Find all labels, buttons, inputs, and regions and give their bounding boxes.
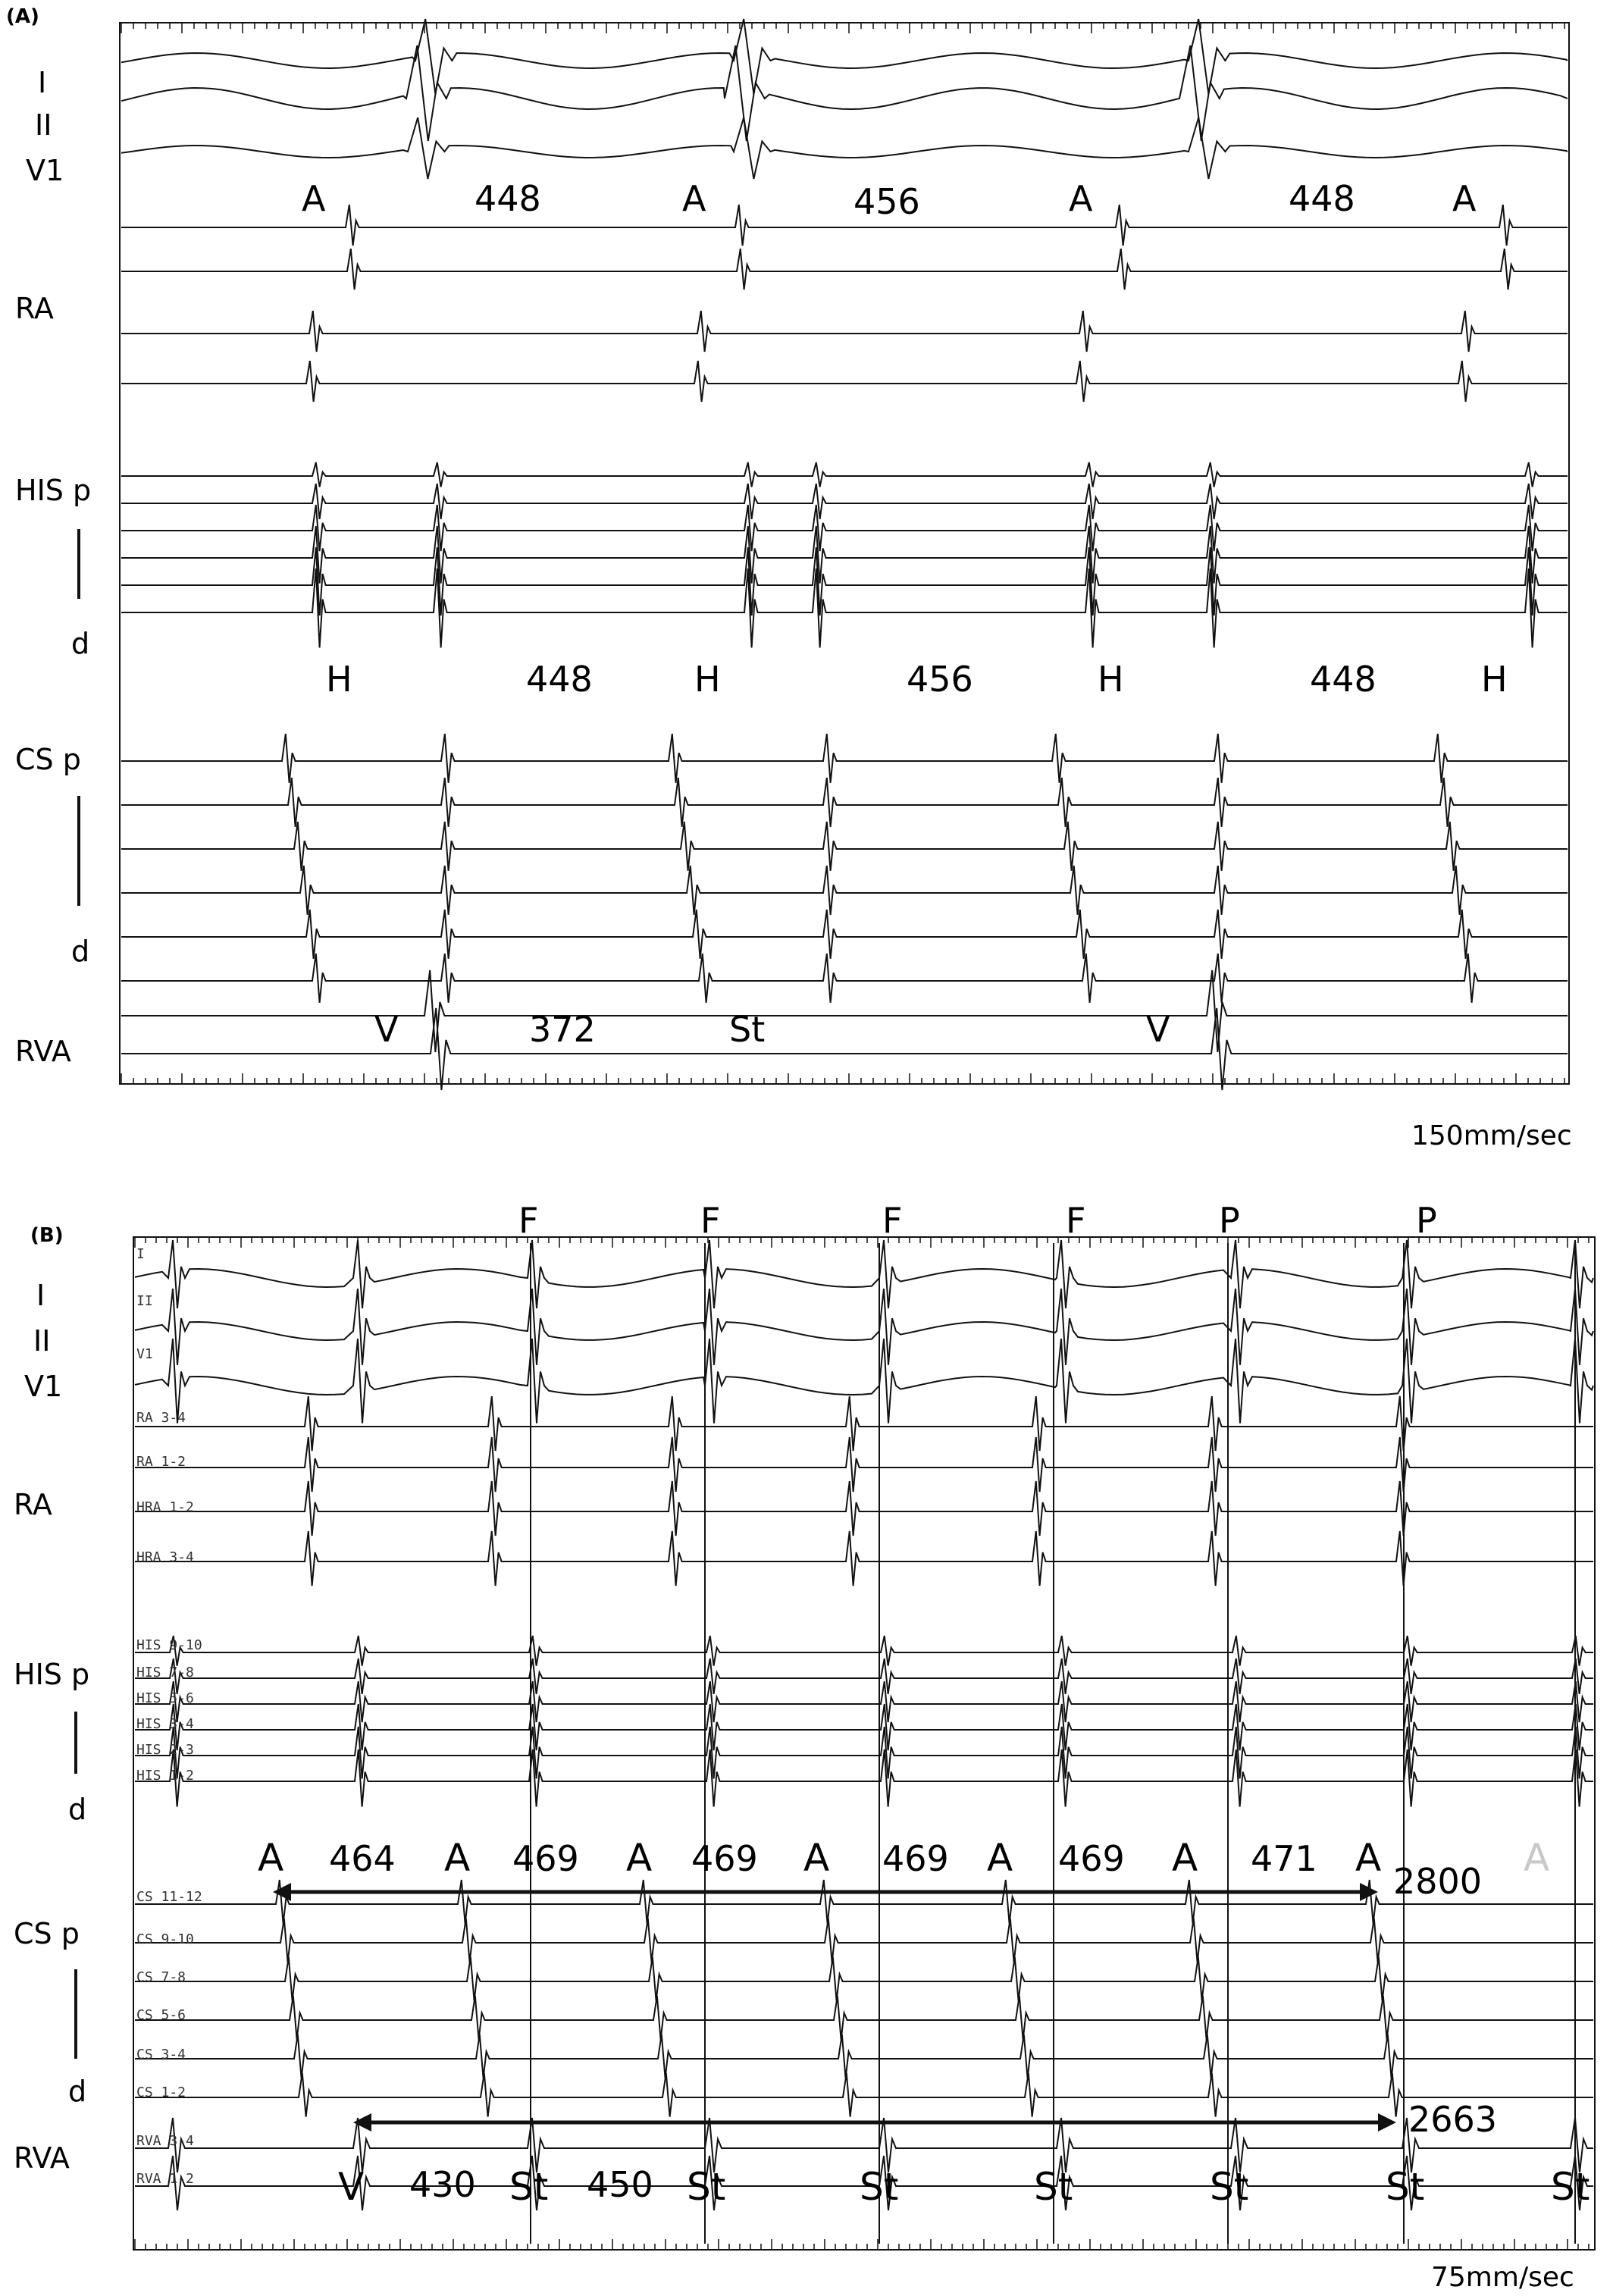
panel-b-lead-label-i: I — [36, 1279, 45, 1312]
electrogram-trace — [135, 1919, 1593, 1962]
time-tick-marks — [121, 23, 1564, 33]
panel-a-atrial-marker: A — [682, 178, 706, 219]
panel-a-atrial-marker: A — [1069, 178, 1093, 219]
electrogram-trace — [121, 45, 1568, 141]
panel-b-stimulus-marker: St — [860, 2165, 899, 2209]
panel-b-lead-label-cs-d: d — [68, 2075, 87, 2108]
panel-b-channel-name: CS 5-6 — [136, 2007, 186, 2023]
panel-a-label: (A) — [6, 5, 39, 28]
panel-a-his-interval: 448 — [1310, 659, 1377, 700]
electrogram-trace — [135, 1339, 1593, 1424]
electrogram-trace — [135, 1996, 1593, 2040]
panel-b-atrial-marker: A — [444, 1836, 471, 1880]
panel-a-ventricular-marker: V — [1146, 1009, 1170, 1050]
panel-b-lead-label-his-p: HIS p — [14, 1658, 90, 1691]
panel-a-atrial-interval: 448 — [475, 178, 541, 219]
panel-a-sweep-speed: 150mm/sec — [1411, 1120, 1572, 1151]
electrogram-trace — [135, 1531, 1593, 1586]
electrogram-trace — [121, 778, 1568, 827]
panel-b-rva-interval: 450 — [587, 2164, 653, 2205]
time-tick-marks — [135, 2239, 1589, 2250]
panel-b-atrial-marker: A — [626, 1836, 653, 1880]
time-tick-marks — [135, 1237, 1589, 1248]
panel-b-lead-label-ra: RA — [14, 1488, 52, 1521]
panel-a-atrial-marker: A — [302, 178, 326, 219]
panel-a-top-time-ticks — [121, 23, 1564, 33]
panel-b-lead-label-rva: RVA — [14, 2141, 70, 2175]
panel-b-atrial-marker: A — [987, 1836, 1013, 1880]
panel-b-channel-name: CS 9-10 — [136, 1931, 194, 1947]
panel-a-bottom-time-ticks — [121, 1073, 1564, 1084]
panel-b-flutter-marker: F — [882, 1200, 903, 1241]
electrogram-trace — [135, 2073, 1593, 2117]
panel-a-his-interval: 448 — [526, 659, 593, 700]
panel-b-p-wave-marker: P — [1416, 1200, 1437, 1241]
electrogram-trace — [121, 249, 1568, 290]
panel-a-ventricular-marker: V — [374, 1009, 399, 1050]
electrogram-trace — [121, 822, 1568, 871]
panel-b-lead-label-v1: V1 — [24, 1370, 63, 1403]
electrogram-trace — [135, 1636, 1593, 1666]
panel-b-channel-name: HIS 9-10 — [136, 1637, 202, 1653]
electrogram-trace — [121, 462, 1568, 487]
panel-b-channel-name: RVA 3-4 — [136, 2133, 194, 2149]
panel-b-pacing-spikes — [531, 1243, 1575, 2244]
panel-b-label: (B) — [30, 1224, 64, 1247]
panel-b-channel-name: RA 1-2 — [136, 1454, 186, 1470]
panel-a-his-marker: H — [1481, 659, 1508, 700]
panel-b-atrial-marker-faded: A — [1524, 1836, 1550, 1880]
electrogram-trace — [135, 1880, 1593, 1924]
panel-a-atrial-interval: 456 — [853, 181, 920, 222]
panel-b-ventricular-span-arrow — [353, 2113, 1396, 2132]
panel-b-channel-name: RVA 1-2 — [136, 2171, 194, 2187]
electrogram-trace — [135, 1437, 1593, 1492]
panel-b-atrial-total: 2800 — [1393, 1861, 1483, 1902]
electrogram-trace — [135, 2034, 1593, 2078]
electrogram-trace — [121, 117, 1568, 179]
panel-b-atrial-interval: 469 — [691, 1838, 758, 1879]
panel-b-lead-label-cs-p: CS p — [14, 1917, 80, 1950]
panel-b-channel-name: CS 7-8 — [136, 1969, 186, 1985]
electrogram-trace — [121, 19, 1568, 94]
panel-b-atrial-marker: A — [258, 1836, 284, 1880]
panel-b-channel-name: HIS 5-6 — [136, 1690, 194, 1706]
panel-b-flutter-marker: F — [518, 1200, 539, 1241]
panel-a-lead-label-rva: RVA — [15, 1035, 71, 1068]
electrogram-trace — [135, 1396, 1593, 1451]
panel-b-rva-interval: 430 — [409, 2164, 476, 2205]
panel-b-lead-label-ii: II — [33, 1324, 51, 1358]
electrogram-trace — [121, 569, 1568, 647]
electrogram-trace — [121, 1008, 1568, 1090]
panel-b-channel-name: HIS 2-3 — [136, 1742, 194, 1758]
panel-b — [14, 1200, 1595, 2293]
panel-a-lead-label-his-d: d — [71, 627, 90, 660]
panel-b-atrial-marker: A — [1172, 1836, 1198, 1880]
panel-a-lead-label-cs-d: d — [71, 935, 90, 968]
electrogram-trace — [135, 1240, 1593, 1308]
panel-a-his-marker: H — [1098, 659, 1124, 700]
electrogram-trace — [135, 1749, 1593, 1807]
panel-b-stimulus-marker: St — [1034, 2165, 1073, 2209]
electrogram-trace — [121, 970, 1568, 1052]
panel-b-channel-name: HIS 7-8 — [136, 1665, 194, 1680]
electrogram-trace — [121, 734, 1568, 783]
panel-a-his-interval: 456 — [907, 659, 973, 700]
electrogram-trace — [121, 311, 1568, 352]
electrogram-trace — [135, 1727, 1593, 1778]
panel-b-top-time-ticks — [135, 1237, 1589, 1248]
panel-b-sweep-speed: 75mm/sec — [1431, 2262, 1574, 2293]
panel-a-stimulus-marker: St — [729, 1009, 766, 1050]
panel-b-channel-name: HRA 1-2 — [136, 1499, 194, 1515]
panel-a-rva-interval: 372 — [529, 1009, 596, 1050]
panel-b-channel-name: CS 11-12 — [136, 1889, 202, 1905]
panel-b-channel-name: CS 3-4 — [136, 2047, 186, 2063]
panel-b-stimulus-marker: St — [687, 2165, 726, 2209]
panel-b-flutter-marker: F — [700, 1200, 721, 1241]
panel-b-channel-name: CS 1-2 — [136, 2085, 186, 2100]
panel-a-atrial-interval: 448 — [1289, 178, 1355, 219]
panel-b-atrial-interval: 469 — [882, 1838, 949, 1879]
electrogram-trace — [135, 1289, 1593, 1365]
electrogram-trace — [135, 1957, 1593, 2001]
electrogram-trace — [121, 484, 1568, 519]
electrogram-trace — [121, 526, 1568, 584]
electrogram-trace — [121, 505, 1568, 551]
panel-b-channel-name: I — [136, 1246, 145, 1262]
panel-b-bottom-time-ticks — [135, 2239, 1589, 2250]
panel-b-stimulus-marker: St — [509, 2165, 549, 2209]
time-tick-marks — [121, 1073, 1564, 1084]
panel-a-his-marker: H — [694, 659, 721, 700]
electrogram-trace — [135, 1681, 1593, 1722]
panel-b-ventricular-total: 2663 — [1408, 2099, 1498, 2140]
electrogram-trace — [135, 1481, 1593, 1536]
panel-b-stimulus-marker: St — [1551, 2165, 1590, 2209]
panel-b-atrial-interval: 469 — [512, 1838, 579, 1879]
electrogram-trace — [121, 954, 1568, 1003]
panel-a-lead-label-ii: II — [35, 108, 52, 142]
panel-b-channel-name: HIS 3-4 — [136, 1716, 194, 1732]
panel-b-atrial-interval: 469 — [1058, 1838, 1125, 1879]
panel-a-lead-label-his-p: HIS p — [15, 474, 92, 507]
panel-b-p-wave-marker: P — [1219, 1200, 1240, 1241]
panel-b-channel-name: II — [136, 1293, 153, 1309]
panel-b-channel-name: HRA 3-4 — [136, 1549, 194, 1565]
panel-b-channel-name: V1 — [136, 1346, 153, 1362]
electrogram-trace — [135, 1659, 1593, 1694]
panel-b-ventricular-marker: V — [338, 2165, 365, 2209]
panel-a — [6, 5, 1572, 1151]
panel-b-atrial-interval: 464 — [329, 1838, 396, 1879]
panel-b-flutter-marker: F — [1066, 1200, 1086, 1241]
electrogram-trace — [121, 866, 1568, 915]
panel-b-atrial-interval: 471 — [1251, 1838, 1317, 1879]
panel-a-atrial-marker: A — [1452, 178, 1477, 219]
panel-a-lead-label-v1: V1 — [26, 154, 64, 187]
panel-b-channel-name: RA 3-4 — [136, 1410, 186, 1426]
panel-b-traces — [135, 1240, 1593, 2210]
electrogram-trace — [121, 361, 1568, 402]
panel-b-channel-name: HIS 1-2 — [136, 1768, 194, 1784]
panel-a-lead-label-ra: RA — [15, 292, 54, 325]
electrogram-trace — [135, 1704, 1593, 1750]
panel-a-lead-label-cs-p: CS p — [15, 743, 81, 776]
panel-a-his-marker: H — [326, 659, 352, 700]
panel-b-lead-label-his-d: d — [68, 1793, 87, 1826]
panel-b-stimulus-marker: St — [1386, 2165, 1425, 2209]
electrogram-trace — [121, 910, 1568, 959]
panel-a-lead-label-i: I — [38, 66, 47, 99]
panel-b-atrial-marker: A — [1355, 1836, 1382, 1880]
panel-b-stimulus-marker: St — [1210, 2165, 1249, 2209]
panel-b-atrial-marker: A — [803, 1836, 830, 1880]
